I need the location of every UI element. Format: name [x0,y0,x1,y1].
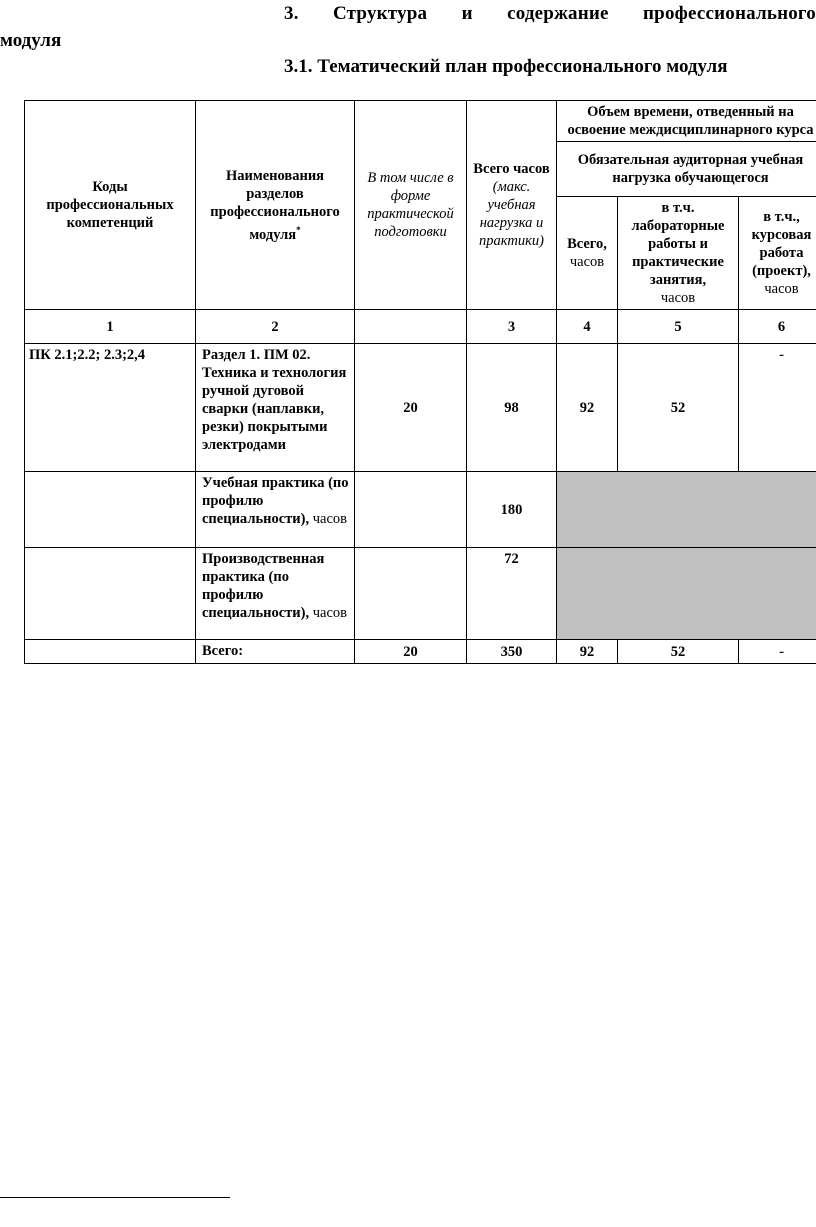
competence-codes [25,548,196,640]
thematic-plan-table-wrapper [24,100,816,664]
course-hours: - [739,344,816,472]
section-heading-continuation: модуля [0,30,62,51]
lab-hours: 52 [618,640,739,664]
competence-codes: ПК 2.1;2.2; 2.3;2,4 [25,344,196,472]
section-name [196,472,355,548]
all-hours: 92 [557,640,618,664]
section-heading: 3. Структура и содержание профессионального [284,3,816,24]
header-codes: Коды профессиональных компетенций [25,101,196,310]
practical-hours [355,548,467,640]
header-course-work [739,197,816,310]
total-hours: 72 [467,548,557,640]
shaded-cell [557,548,816,640]
column-number-row [25,310,816,344]
section-name-bold: Учебная практика (по профилю специальности), [202,475,349,527]
header-total-hours [467,101,557,310]
column-number: 6 [739,310,816,344]
header-mandatory-load: Обязательная аудиторная учебная нагрузка обучающегося [557,142,816,197]
footnote-mark: * [296,224,301,235]
footnote-separator [0,1197,230,1198]
all-hours: 92 [557,344,618,472]
header-section-names-text: Наименования разделов профессионального модуля [210,167,340,243]
header-course-work-bold: в т.ч., курсовая работа (проект), [751,209,812,279]
header-all-hours [557,197,618,310]
section-name-unit: часов [312,605,347,621]
column-number: 1 [25,310,196,344]
practical-hours: 20 [355,640,467,664]
table-row-total [25,640,816,664]
header-total-hours-note: (макс. учебная нагрузка и практики) [479,179,544,249]
header-total-hours-bold: Всего часов [473,161,550,177]
total-hours: 350 [467,640,557,664]
table-row [25,344,816,472]
subsection-heading: 3.1. Тематический план профессионального модуля [284,56,728,77]
section-name [196,548,355,640]
header-section-names [196,101,355,310]
header-all-hours-unit: часов [569,254,605,270]
header-course-work-unit: часов [764,281,799,297]
header-practical-training: В том числе в форме практической подготовки [355,101,467,310]
column-number: 3 [467,310,557,344]
section-name: Всего: [196,640,355,664]
competence-codes [25,640,196,664]
table-row [25,548,816,640]
column-number: 2 [196,310,355,344]
section-name-unit: часов [312,511,347,527]
header-labs [618,197,739,310]
practical-hours [355,472,467,548]
section-name: Раздел 1. ПМ 02. Техника и технология ручной дуговой сварки (наплавки, резки) покрытыми электродами [196,344,355,472]
header-time-volume: Объем времени, отведенный на освоение междисциплинарного курса [557,101,816,142]
course-hours: - [739,640,816,664]
header-labs-bold: в т.ч. лабораторные работы и практические занятия, [631,200,725,288]
practical-hours: 20 [355,344,467,472]
header-labs-unit: часов [660,290,696,306]
thematic-plan-table [24,100,816,664]
lab-hours: 52 [618,344,739,472]
column-number: 4 [557,310,618,344]
header-all-hours-bold: Всего, [567,236,607,252]
section-name-bold: Производственная практика (по профилю специальности), [202,551,325,621]
column-number [355,310,467,344]
table-row [25,472,816,548]
total-hours: 98 [467,344,557,472]
total-hours: 180 [467,472,557,548]
competence-codes [25,472,196,548]
shaded-cell [557,472,816,548]
column-number: 5 [618,310,739,344]
